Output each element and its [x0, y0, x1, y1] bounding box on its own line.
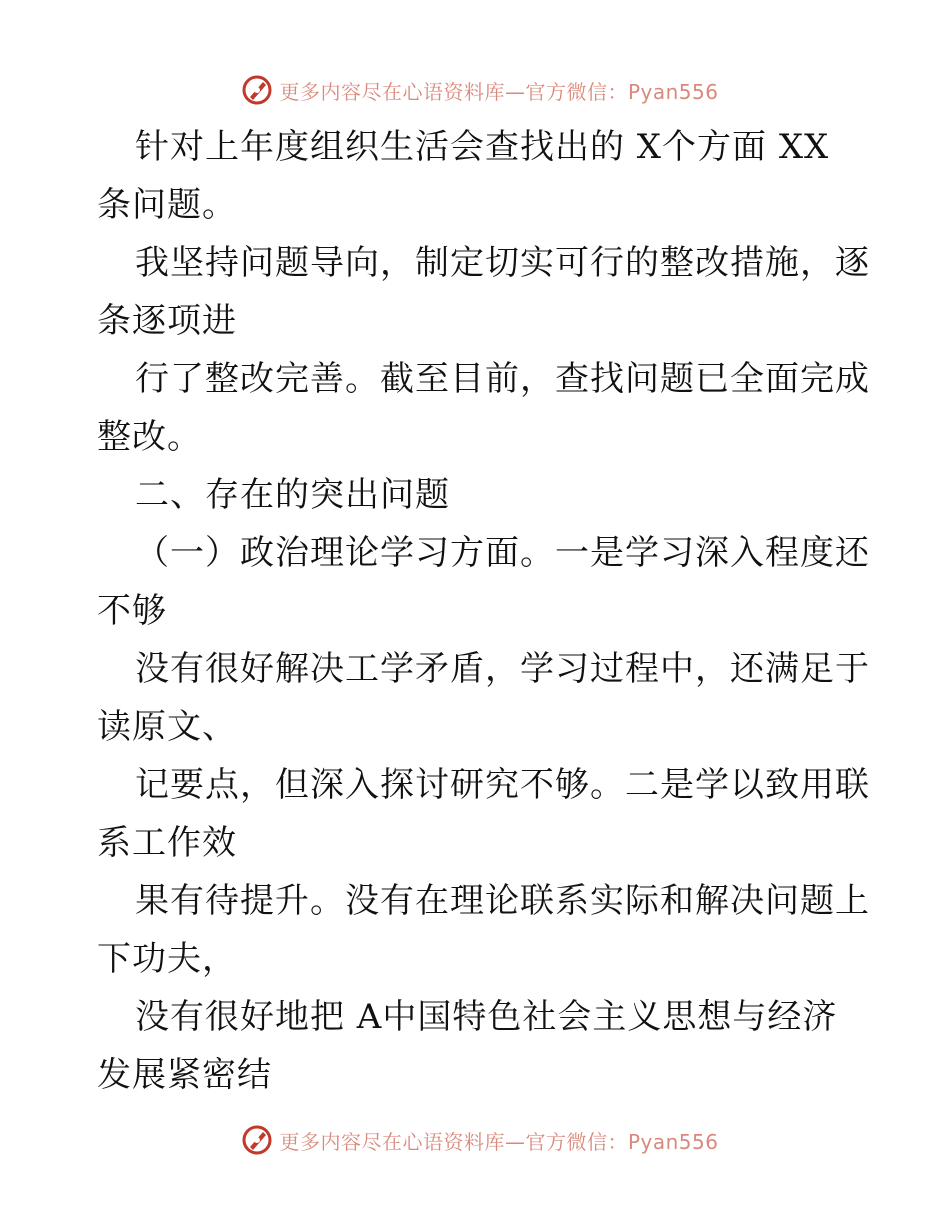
pen-logo-icon	[241, 1124, 273, 1156]
text-line: 行了整改完善。截至目前，查找问题已全面完成	[135, 359, 870, 399]
watermark-text: 更多内容尽在心语资料库—官方微信：Pyan556	[279, 79, 719, 104]
body-lines	[97, 118, 870, 1104]
text-line: 果有待提升。没有在理论联系实际和解决问题上	[135, 881, 870, 921]
text-line: （一）政治理论学习方面。一是学习深入程度还	[135, 533, 870, 573]
watermark-text: 更多内容尽在心语资料库—官方微信：Pyan556	[279, 1129, 719, 1154]
text-line: 条问题。	[97, 185, 237, 225]
text-line: 发展紧密结	[97, 1055, 272, 1095]
text-line: 不够	[97, 591, 167, 631]
pen-logo-icon	[241, 74, 273, 106]
text-line: 记要点，但深入探讨研究不够。二是学以致用联	[135, 765, 870, 805]
text-line: 系工作效	[97, 823, 237, 863]
section-heading: 二、存在的突出问题	[135, 475, 450, 515]
header-watermark	[0, 70, 950, 110]
text-line: 条逐项进	[97, 301, 237, 341]
footer-watermark	[0, 1120, 950, 1160]
document-body	[97, 118, 870, 1104]
text-line: 针对上年度组织生活会查找出的 X个方面 XX	[135, 127, 830, 167]
text-line: 我坚持问题导向，制定切实可行的整改措施，逐	[135, 243, 870, 283]
text-line: 整改。	[97, 417, 202, 457]
text-line: 下功夫，	[97, 939, 237, 979]
text-line: 没有很好解决工学矛盾，学习过程中，还满足于	[135, 649, 870, 689]
text-line: 读原文、	[97, 707, 237, 747]
text-line: 没有很好地把 A中国特色社会主义思想与经济	[135, 997, 838, 1037]
